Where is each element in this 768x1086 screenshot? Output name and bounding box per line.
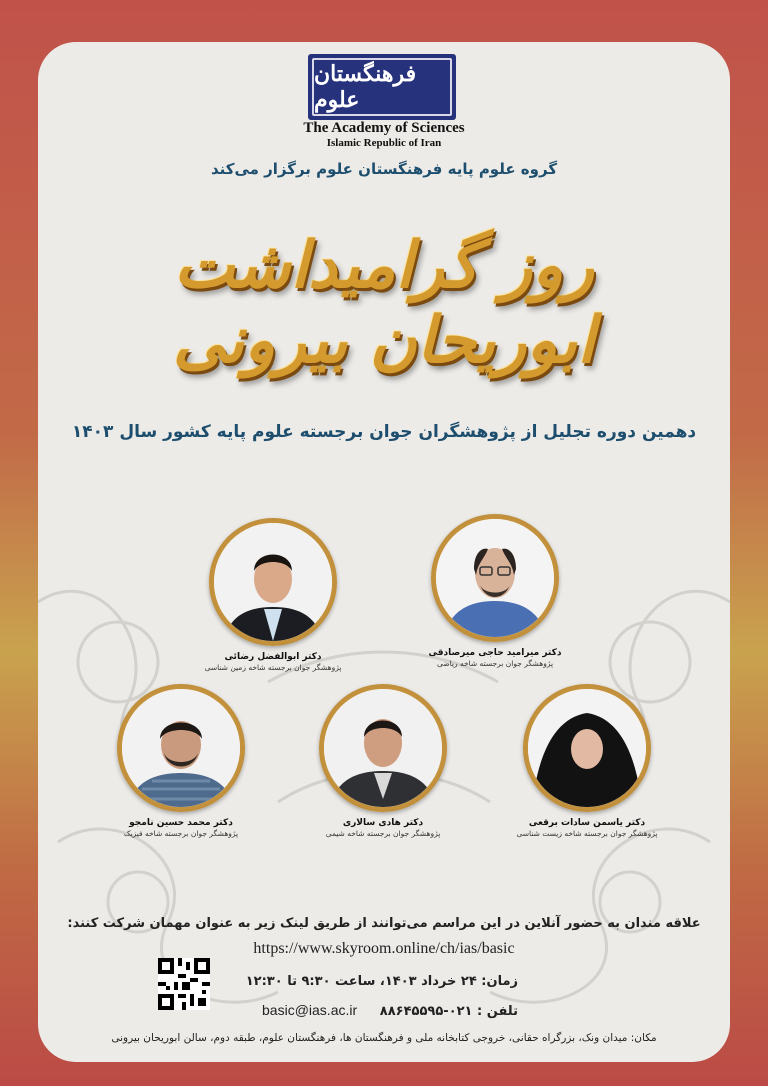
portrait-photo: [324, 689, 442, 807]
laureate-card: [96, 684, 266, 838]
laureate-role: پژوهشگر جوان برجسته شاخه فیزیک: [123, 829, 239, 838]
portrait-frame: [319, 684, 447, 812]
portrait-photo: [214, 523, 332, 641]
portrait-frame: [431, 514, 559, 642]
laureate-card: [410, 514, 580, 668]
portrait-frame: [523, 684, 651, 812]
laureate-name: دکتر محمد حسین نامجو: [129, 818, 233, 828]
laureate-role: پژوهشگر جوان برجسته شاخه زمین شناسی: [204, 663, 342, 672]
laureate-role: پژوهشگر جوان برجسته شاخه ریاضی: [436, 659, 554, 668]
poster-card: [38, 42, 730, 1062]
laureate-card: [502, 684, 672, 838]
laureate-name: دکتر میرامید حاجی میرصادقی: [428, 648, 562, 658]
contact-line: [148, 1002, 518, 1019]
portrait-frame: [117, 684, 245, 812]
academy-country-english: Islamic Republic of Iran: [326, 137, 442, 149]
laureate-role: پژوهشگر جوان برجسته شاخه زیست شناسی: [516, 829, 658, 838]
laureate-card: [188, 518, 358, 672]
portrait-frame: [209, 518, 337, 646]
academy-logo-persian: فرهنگستان علوم: [312, 58, 452, 116]
academy-logo: [308, 54, 456, 120]
portrait-photo: [122, 689, 240, 807]
event-time: زمان: ۲۴ خرداد ۱۴۰۳، ساعت ۹:۳۰ تا ۱۲:۳۰: [245, 974, 518, 989]
laureate-card: [298, 684, 468, 838]
laureate-name: دکتر یاسمن سادات برقعی: [528, 818, 646, 828]
laureate-name: دکتر ابوالفضل رضائی: [224, 652, 322, 662]
academy-name-english: The Academy of Sciences: [303, 120, 465, 136]
portrait-photo: [436, 519, 554, 637]
venue-address: مکان: میدان ونک، بزرگراه حقانی، خروجی کتابخانه ملی و فرهنگستان ها، فرهنگستان علوم، طبقه دوم، سالن ابوریحان بیرونی: [111, 1032, 657, 1044]
organizer-line: گروه علوم پایه فرهنگستان علوم برگزار می‌کند: [210, 160, 558, 178]
online-invite-text: علاقه مندان به حضور آنلاین در این مراسم می‌توانند از طریق لینک زیر به عنوان مهمان شرکت کنند:: [67, 916, 701, 931]
event-subtitle: دهمین دوره تجلیل از پژوهشگران جوان برجسته علوم پایه کشور سال ۱۴۰۳: [71, 422, 697, 442]
phone-number: تلفن : ۰۲۱-۸۸۶۴۵۵۹۵: [379, 1004, 518, 1019]
laureate-name: دکتر هادی سالاری: [342, 818, 424, 828]
email-address[interactable]: basic@ias.ac.ir: [262, 1002, 358, 1018]
floral-background-pattern: [38, 42, 730, 1062]
skyroom-link[interactable]: https://www.skyroom.online/ch/ias/basic: [253, 940, 515, 957]
event-title: روز گرامیداشت ابوریحان بیرونی: [173, 228, 595, 378]
portrait-photo: [528, 689, 646, 807]
laureate-role: پژوهشگر جوان برجسته شاخه شیمی: [325, 829, 441, 838]
